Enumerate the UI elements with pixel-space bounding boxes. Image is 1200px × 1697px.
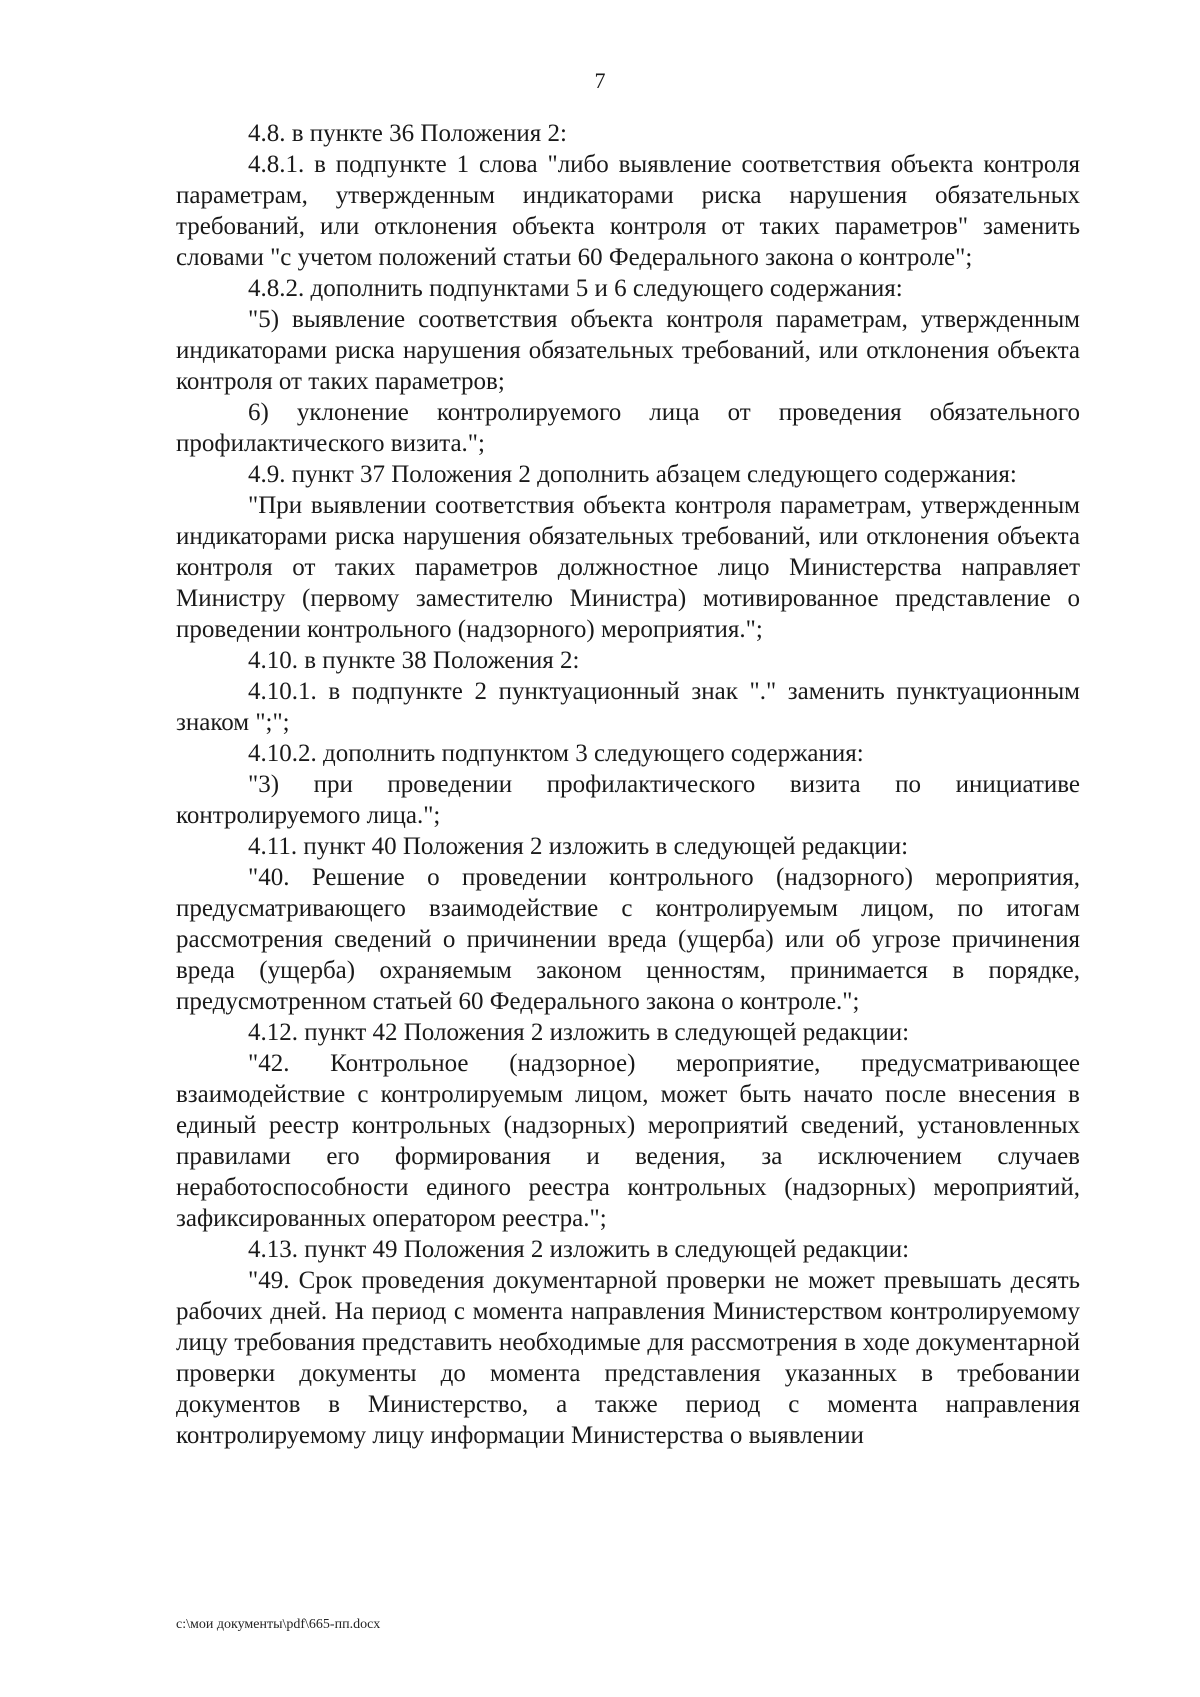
page-number: 7	[594, 68, 606, 93]
paragraph-4-10-1: 4.10.1. в подпункте 2 пунктуационный знак "." заменить пунктуационным знаком ";";	[176, 678, 1080, 736]
paragraph-4-11: 4.11. пункт 40 Положения 2 изложить в следующей редакции:	[248, 833, 909, 860]
paragraph-quote-40: "40. Решение о проведении контрольного (надзорного) мероприятия, предусматривающего взаимодействие с контролируемым лицом, по итогам рассмотрения сведений о причинении вреда (ущерба) или об угрозе причинения вреда (ущерба) охраняемым законом ценностям, принимается в порядке, предусмотренном статьей 60 Федерального закона о контроле.";	[176, 864, 1080, 1015]
paragraph-quote-42: "42. Контрольное (надзорное) мероприятие, предусматривающее взаимодействие с контролируемым лицом, может быть начато после внесения в единый реестр контрольных (надзорных) мероприятий сведений, установленных правилами его формирования и ведения, за исключением случаев неработоспособности единого реестра контрольных (надзорных) мероприятий, зафиксированных оператором реестра.";	[176, 1050, 1080, 1232]
document-body	[176, 118, 1080, 1451]
paragraph-4-9: 4.9. пункт 37 Положения 2 дополнить абзацем следующего содержания:	[248, 461, 1017, 488]
paragraph-4-10: 4.10. в пункте 38 Положения 2:	[248, 647, 580, 674]
paragraph-subitem-6: 6) уклонение контролируемого лица от проведения обязательного профилактического визита.";	[176, 399, 1080, 457]
paragraph-4-8-2: 4.8.2. дополнить подпунктами 5 и 6 следующего содержания:	[248, 275, 903, 302]
paragraph-quote-49: "49. Срок проведения документарной проверки не может превышать десять рабочих дней. На период с момента направления Министерством контролируемому лицу требования представить необходимые для рассмотрения в ходе документарной проверки документы до момента представления указанных в требовании документов в Министерство, а также период с момента направления контролируемому лицу информации Министерства о выявлении	[176, 1267, 1080, 1449]
footer-file-path: c:\мои документы\pdf\665-пп.docx	[176, 1617, 381, 1632]
paragraph-4-13: 4.13. пункт 49 Положения 2 изложить в следующей редакции:	[248, 1236, 910, 1263]
paragraph-subitem-5: "5) выявление соответствия объекта контроля параметрам, утвержденным индикаторами риска нарушения обязательных требований, или отклонения объекта контроля от таких параметров;	[176, 306, 1080, 395]
paragraph-4-10-2: 4.10.2. дополнить подпунктом 3 следующего содержания:	[248, 740, 864, 767]
paragraph-quote-37: "При выявлении соответствия объекта контроля параметрам, утвержденным индикаторами риска нарушения обязательных требований, или отклонения объекта контроля от таких параметров должностное лицо Министерства направляет Министру (первому заместителю Министра) мотивированное представление о проведении контрольного (надзорного) мероприятия.";	[176, 492, 1080, 643]
paragraph-subitem-3: "3) при проведении профилактического визита по инициативе контролируемого лица.";	[176, 771, 1080, 829]
paragraph-4-12: 4.12. пункт 42 Положения 2 изложить в следующей редакции:	[248, 1019, 910, 1046]
paragraph-4-8-1: 4.8.1. в подпункте 1 слова "либо выявление соответствия объекта контроля параметрам, утвержденным индикаторами риска нарушения обязательных требований, или отклонения объекта контроля от таких параметров" заменить словами "с учетом положений статьи 60 Федерального закона о контроле";	[176, 151, 1080, 271]
paragraph-4-8: 4.8. в пункте 36 Положения 2:	[248, 120, 567, 147]
